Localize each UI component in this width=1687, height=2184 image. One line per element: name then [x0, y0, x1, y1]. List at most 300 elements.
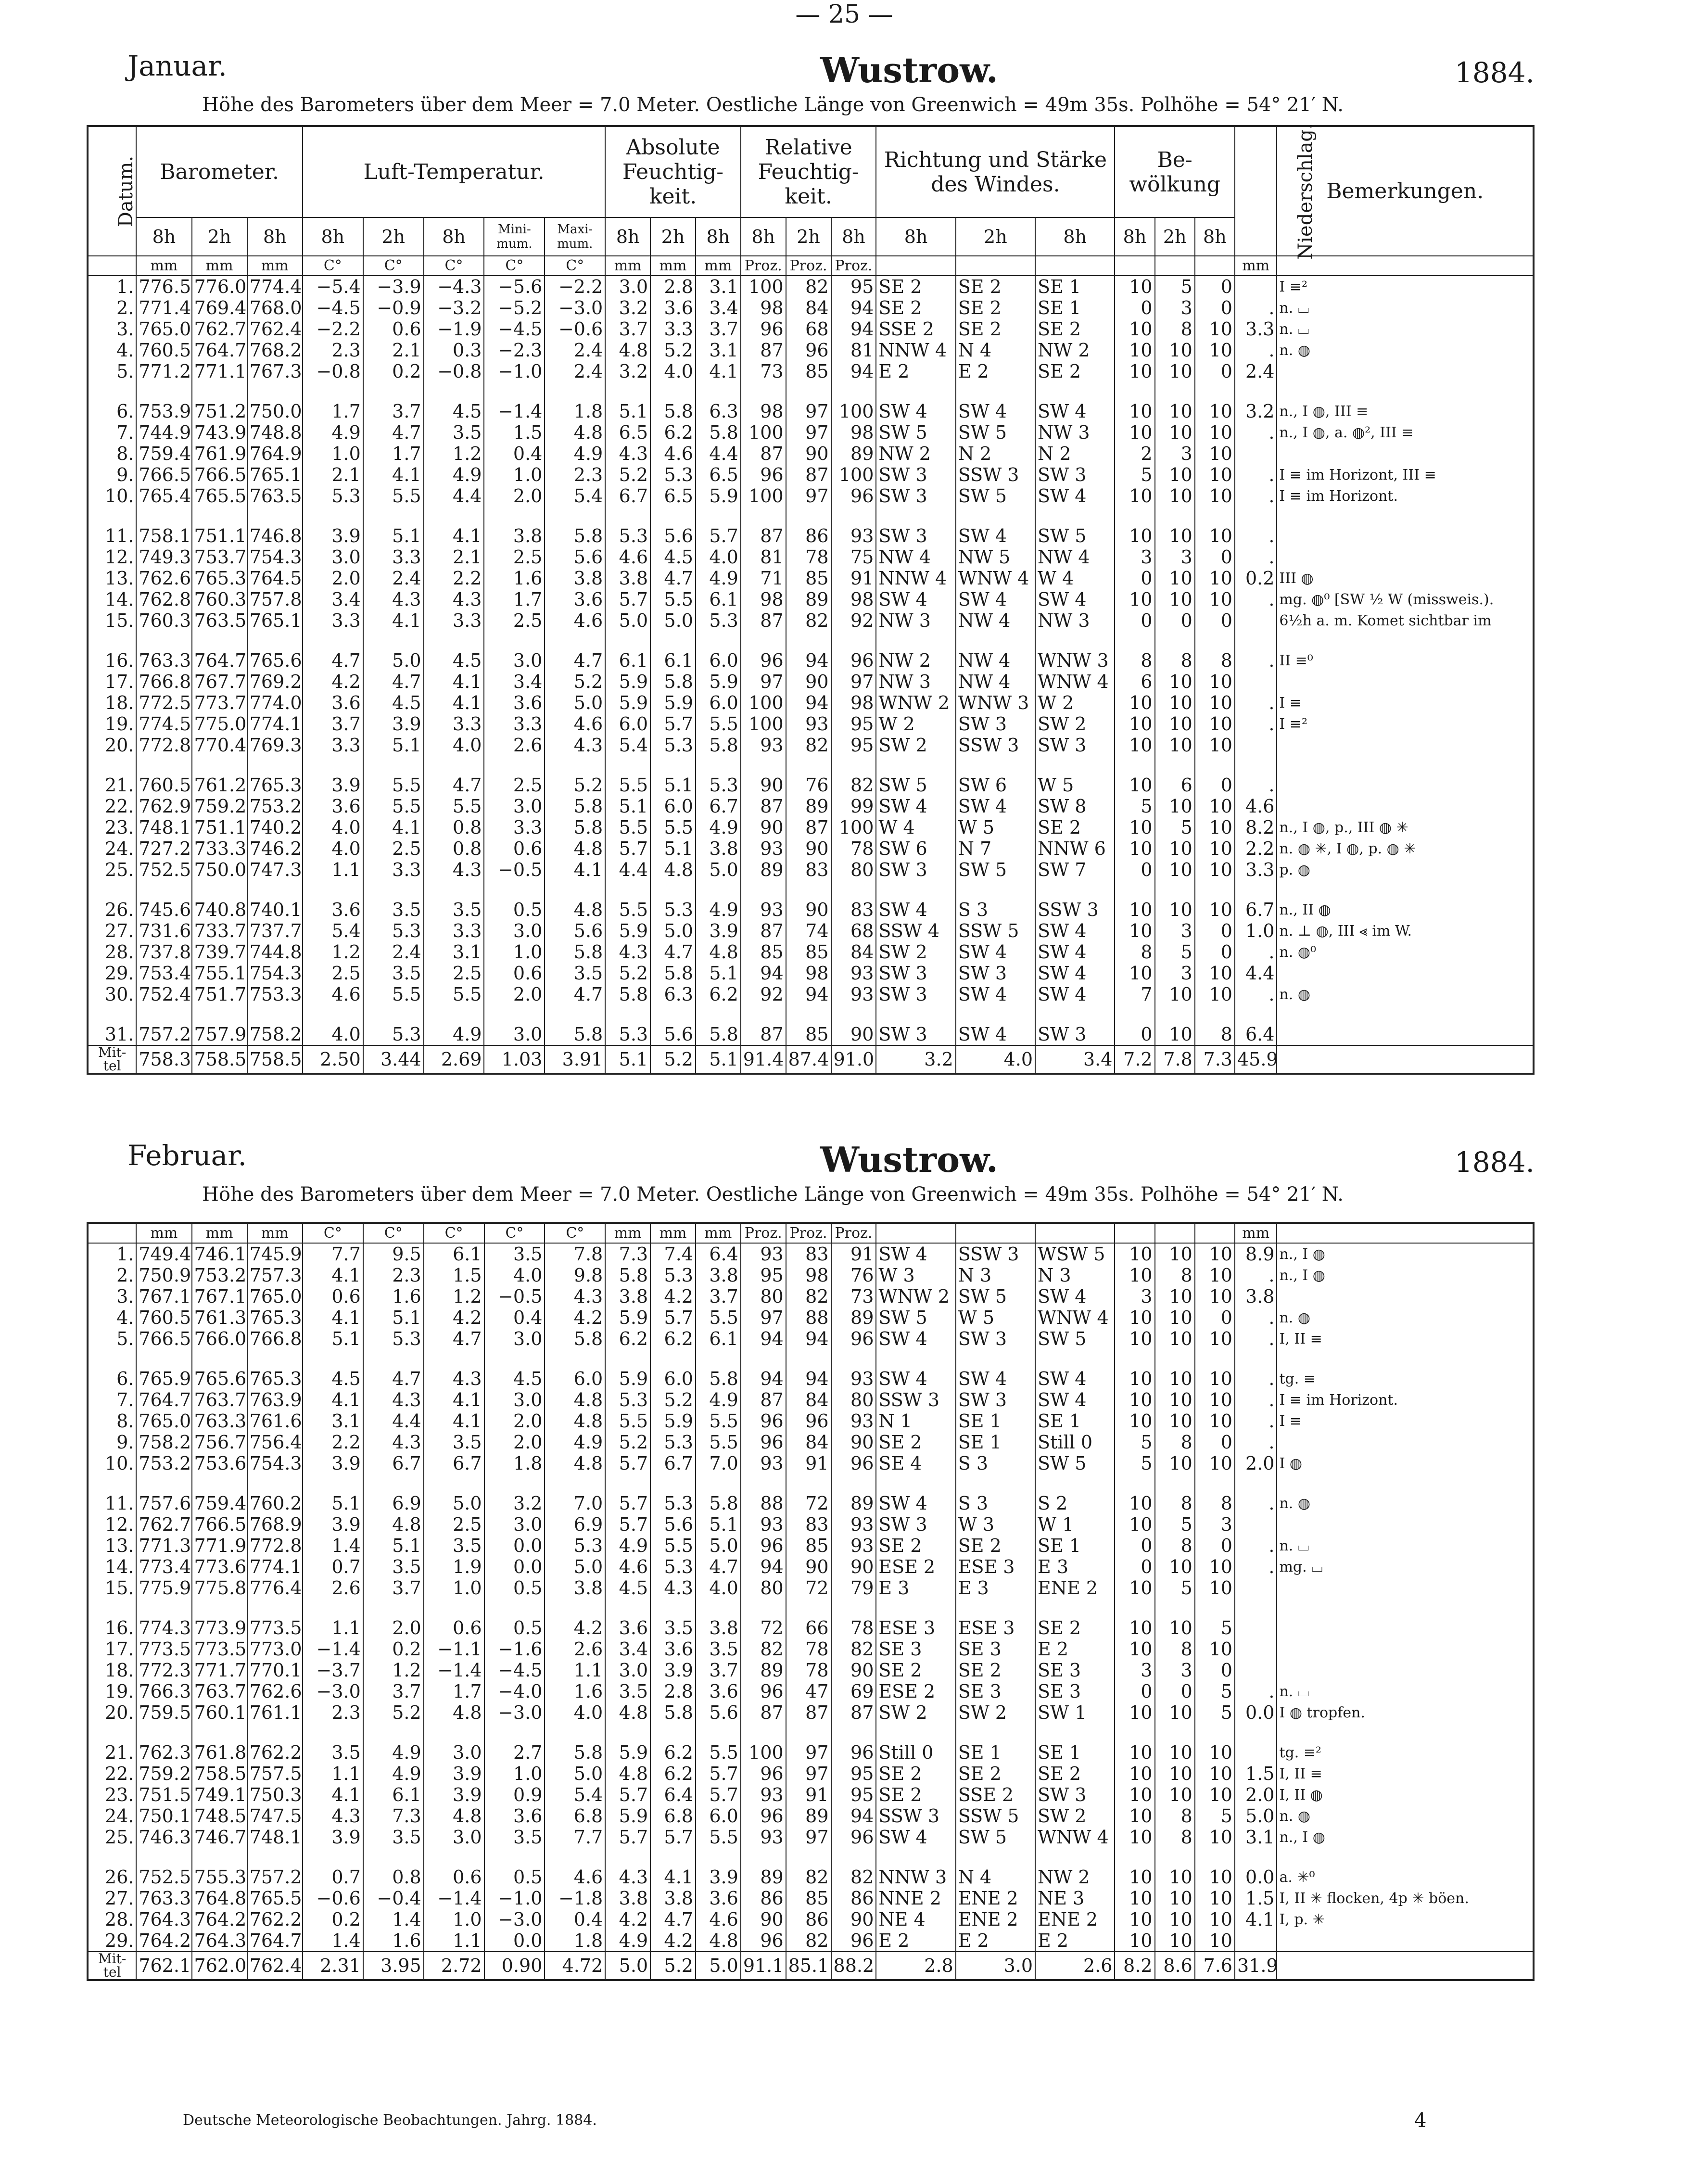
gap-cell — [1115, 1005, 1154, 1024]
cell-abs-humidity-8h: 4.2 — [605, 1909, 650, 1930]
gap-cell — [696, 1474, 741, 1493]
cell-barometer-8h-evening: 765.0 — [247, 1286, 303, 1307]
cell-abs-humidity-8h-evening: 5.1 — [696, 963, 741, 984]
cell-temp-8h-evening: 4.4 — [424, 485, 484, 507]
hour-8h: 8h — [876, 217, 955, 256]
cell-abs-humidity-8h: 5.7 — [605, 1514, 650, 1535]
gap-cell — [484, 631, 545, 650]
gap-cell — [696, 382, 741, 401]
cell-precipitation: . — [1235, 1681, 1277, 1702]
cell-rel-humidity-2h: 47 — [786, 1681, 831, 1702]
gap-cell — [136, 1848, 191, 1867]
cell-abs-humidity-2h: 6.7 — [650, 1453, 696, 1474]
cell-rel-humidity-8h: 98 — [741, 401, 786, 422]
cell-temp-8h-evening: 3.1 — [424, 941, 484, 963]
cell-wind-2h: N 7 — [956, 838, 1035, 859]
cell-abs-humidity-8h-evening: 4.1 — [696, 361, 741, 382]
cell-temp-8h-evening: 4.8 — [424, 1805, 484, 1827]
gap-cell — [605, 1723, 650, 1742]
cell-rel-humidity-2h: 72 — [786, 1493, 831, 1514]
cell-abs-humidity-8h: 5.2 — [605, 963, 650, 984]
cell-rel-humidity-8h: 95 — [741, 1265, 786, 1286]
cell-abs-humidity-2h: 5.5 — [650, 817, 696, 838]
cell-barometer-8h-evening: 757.8 — [247, 589, 303, 610]
cell-barometer-8h-evening: 763.9 — [247, 1389, 303, 1410]
gap-cell — [605, 1599, 650, 1617]
cell-abs-humidity-8h: 4.8 — [605, 1702, 650, 1723]
gap-cell — [786, 1848, 831, 1867]
cell-barometer-2h: 759.4 — [192, 1493, 247, 1514]
cell-rel-humidity-8h-evening: 82 — [831, 1867, 876, 1888]
cell-temp-8h-evening: −1.1 — [424, 1638, 484, 1660]
cell-clouds-2h: 10 — [1155, 1024, 1195, 1045]
cell-wind-8h: W 3 — [876, 1265, 955, 1286]
cell-clouds-8h-evening: 10 — [1195, 984, 1235, 1005]
cell-wind-8h: Still 0 — [876, 1742, 955, 1763]
unit-cell — [88, 1223, 136, 1243]
cell-datum: 4. — [88, 1307, 136, 1328]
cell-abs-humidity-8h: 3.0 — [605, 1660, 650, 1681]
cell-precipitation: 1.0 — [1235, 920, 1277, 941]
unit-cell — [1035, 1223, 1115, 1243]
cell-temp-min: 2.0 — [484, 485, 545, 507]
gap-cell — [363, 382, 424, 401]
cell-rel-humidity-2h: 87 — [786, 464, 831, 485]
cell-abs-humidity-8h: 5.5 — [605, 1410, 650, 1432]
cell-temp-min: 3.3 — [484, 817, 545, 838]
cell-clouds-8h: 5 — [1115, 464, 1154, 485]
cell-abs-humidity-8h: 4.9 — [605, 1930, 650, 1952]
gap-cell — [136, 1005, 191, 1024]
cell-clouds-8h: 0 — [1115, 1535, 1154, 1556]
table-row — [88, 485, 1534, 507]
cell-abs-humidity-8h: 5.5 — [605, 899, 650, 920]
cell-abs-humidity-2h: 3.5 — [650, 1617, 696, 1638]
cell-abs-humidity-8h: 5.8 — [605, 984, 650, 1005]
cell-temp-min: −1.0 — [484, 361, 545, 382]
cell-temp-8h-evening: 3.9 — [424, 1784, 484, 1805]
cell-clouds-2h: 8 — [1155, 1265, 1195, 1286]
cell-temp-min: 4.0 — [484, 1265, 545, 1286]
cell-datum: 28. — [88, 941, 136, 963]
cell-wind-2h: SSW 3 — [956, 1243, 1035, 1265]
cell-clouds-8h-evening: 10 — [1195, 735, 1235, 756]
cell-remarks — [1277, 1930, 1534, 1952]
cell-temp-min: 3.0 — [484, 920, 545, 941]
cell-rel-humidity-2h: 94 — [786, 1368, 831, 1389]
cell-rel-humidity-2h: 89 — [786, 1805, 831, 1827]
gap-cell — [484, 1474, 545, 1493]
cell-datum: 17. — [88, 1638, 136, 1660]
cell-clouds-8h: 10 — [1115, 1243, 1154, 1265]
cell-temp-2h: 4.3 — [363, 1389, 424, 1410]
cell-rel-humidity-8h: 72 — [741, 1617, 786, 1638]
unit-cell — [956, 1223, 1035, 1243]
cell-abs-humidity-2h: 5.7 — [650, 1827, 696, 1848]
cell-wind-8h-evening: SE 2 — [1035, 361, 1115, 382]
gap-cell — [1277, 1723, 1534, 1742]
gap-cell — [1035, 1723, 1115, 1742]
cell-temp-min: 2.5 — [484, 546, 545, 568]
gap-cell — [1115, 1349, 1154, 1368]
section-header — [87, 1135, 1535, 1232]
gap-cell — [363, 1723, 424, 1742]
gap-cell — [1115, 1474, 1154, 1493]
cell-temp-2h: −3.9 — [363, 276, 424, 297]
cell-abs-humidity-2h: 5.6 — [650, 1514, 696, 1535]
cell-wind-8h-evening: SW 4 — [1035, 941, 1115, 963]
cell-rel-humidity-8h: 96 — [741, 650, 786, 671]
cell-datum: 10. — [88, 1453, 136, 1474]
cell-barometer-2h: 773.5 — [192, 1638, 247, 1660]
cell-temp-2h: 5.2 — [363, 1702, 424, 1723]
cell-rel-humidity-8h-evening: 94 — [831, 297, 876, 318]
cell-barometer-8h: 764.2 — [136, 1930, 191, 1952]
gap-cell — [484, 1599, 545, 1617]
cell-clouds-8h: 0 — [1115, 859, 1154, 880]
cell-temp-8h: 4.1 — [303, 1389, 363, 1410]
gap-cell — [786, 880, 831, 899]
cell-clouds-8h: 10 — [1115, 1888, 1154, 1909]
cell-rel-humidity-2h: 86 — [786, 525, 831, 546]
cell-clouds-8h-evening: 10 — [1195, 1930, 1235, 1952]
cell-remarks: n. ◍ — [1277, 1307, 1534, 1328]
cell-temp-max: 4.6 — [545, 610, 605, 631]
cell-temp-min: 3.6 — [484, 692, 545, 713]
cell-wind-2h: S 3 — [956, 1493, 1035, 1514]
gap-cell — [545, 1474, 605, 1493]
cell-precipitation: 1.5 — [1235, 1763, 1277, 1784]
cell-abs-humidity-2h: 5.3 — [650, 464, 696, 485]
cell-temp-8h: 3.9 — [303, 775, 363, 796]
cell-temp-8h: 4.7 — [303, 650, 363, 671]
cell-rel-humidity-8h-evening: 90 — [831, 1909, 876, 1930]
gap-cell — [1115, 631, 1154, 650]
cell-temp-2h: 0.2 — [363, 361, 424, 382]
cell-rel-humidity-8h: 94 — [741, 963, 786, 984]
cell-precipitation: . — [1235, 1556, 1277, 1577]
cell-clouds-8h: 10 — [1115, 1805, 1154, 1827]
gap-cell — [956, 1599, 1035, 1617]
cell-datum: 11. — [88, 1493, 136, 1514]
cell-wind-8h-evening: SE 1 — [1035, 1410, 1115, 1432]
gap-cell — [484, 507, 545, 525]
cell-abs-humidity-2h: 5.0 — [650, 920, 696, 941]
cell-clouds-2h: 10 — [1155, 401, 1195, 422]
gap-cell — [303, 507, 363, 525]
table-row — [88, 568, 1534, 589]
mean-barometer-8h-evening: 758.5 — [247, 1045, 303, 1074]
group-gap — [88, 1848, 1534, 1867]
cell-rel-humidity-2h: 90 — [786, 1556, 831, 1577]
cell-temp-8h-evening: 4.8 — [424, 1702, 484, 1723]
cell-datum: 7. — [88, 1389, 136, 1410]
unit-cell: mm — [696, 1223, 741, 1243]
cell-abs-humidity-8h: 3.8 — [605, 568, 650, 589]
cell-abs-humidity-2h: 6.2 — [650, 422, 696, 443]
cell-temp-2h: 4.1 — [363, 817, 424, 838]
cell-barometer-8h-evening: 769.3 — [247, 735, 303, 756]
gap-cell — [424, 382, 484, 401]
cell-clouds-8h: 10 — [1115, 318, 1154, 340]
cell-rel-humidity-2h: 87 — [786, 1702, 831, 1723]
cell-barometer-2h: 763.3 — [192, 1410, 247, 1432]
cell-wind-2h: SE 2 — [956, 297, 1035, 318]
cell-wind-2h: SSW 3 — [956, 464, 1035, 485]
cell-clouds-2h: 10 — [1155, 1389, 1195, 1410]
cell-wind-8h: SW 4 — [876, 1493, 955, 1514]
cell-abs-humidity-2h: 6.5 — [650, 485, 696, 507]
cell-clouds-2h: 10 — [1155, 1742, 1195, 1763]
cell-rel-humidity-8h-evening: 83 — [831, 899, 876, 920]
cell-clouds-2h: 8 — [1155, 1638, 1195, 1660]
gap-cell — [1155, 1349, 1195, 1368]
cell-wind-8h: N 1 — [876, 1410, 955, 1432]
cell-rel-humidity-8h-evening: 97 — [831, 671, 876, 692]
cell-temp-max: 4.8 — [545, 1410, 605, 1432]
cell-temp-max: 4.2 — [545, 1307, 605, 1328]
cell-wind-8h: SW 5 — [876, 422, 955, 443]
cell-wind-8h: SW 2 — [876, 941, 955, 963]
table-row — [88, 1930, 1534, 1952]
cell-precipitation: 6.7 — [1235, 899, 1277, 920]
cell-temp-2h: 4.5 — [363, 692, 424, 713]
cell-rel-humidity-8h: 87 — [741, 1702, 786, 1723]
cell-precipitation — [1235, 1930, 1277, 1952]
mean-wind-8h: 3.2 — [876, 1045, 955, 1074]
cell-temp-min: −0.5 — [484, 1286, 545, 1307]
cell-barometer-8h-evening: 773.5 — [247, 1617, 303, 1638]
gap-cell — [786, 1599, 831, 1617]
gap-cell — [247, 1723, 303, 1742]
cell-barometer-8h: 772.8 — [136, 735, 191, 756]
cell-remarks — [1277, 1514, 1534, 1535]
cell-temp-max: 5.2 — [545, 775, 605, 796]
cell-temp-max: 6.8 — [545, 1805, 605, 1827]
cell-temp-8h-evening: 0.8 — [424, 817, 484, 838]
cell-abs-humidity-2h: 4.7 — [650, 1909, 696, 1930]
unit-cell: C° — [363, 1223, 424, 1243]
cell-temp-2h: 4.1 — [363, 610, 424, 631]
gap-cell — [247, 1349, 303, 1368]
cell-wind-8h: SW 5 — [876, 775, 955, 796]
cell-wind-8h-evening: SW 3 — [1035, 735, 1115, 756]
cell-remarks: I, II ◍ — [1277, 1784, 1534, 1805]
gap-cell — [786, 507, 831, 525]
cell-remarks: p. ◍ — [1277, 859, 1534, 880]
cell-clouds-8h-evening: 10 — [1195, 1556, 1235, 1577]
cell-temp-8h: 3.9 — [303, 1453, 363, 1474]
cell-clouds-2h: 10 — [1155, 838, 1195, 859]
gap-cell — [424, 1349, 484, 1368]
cell-rel-humidity-8h-evening: 82 — [831, 775, 876, 796]
cell-temp-2h: 4.9 — [363, 1742, 424, 1763]
table-row — [88, 1265, 1534, 1286]
cell-wind-2h: ENE 2 — [956, 1909, 1035, 1930]
table-row — [88, 340, 1534, 361]
unit-cell — [1035, 256, 1115, 276]
cell-clouds-8h-evening: 10 — [1195, 1328, 1235, 1349]
cell-datum: 19. — [88, 1681, 136, 1702]
cell-abs-humidity-2h: 4.1 — [650, 1867, 696, 1888]
cell-rel-humidity-2h: 82 — [786, 735, 831, 756]
cell-remarks: n. ◍⁰ — [1277, 941, 1534, 963]
cell-rel-humidity-8h-evening: 90 — [831, 1660, 876, 1681]
cell-precipitation: 2.4 — [1235, 361, 1277, 382]
cell-clouds-8h-evening: 10 — [1195, 1763, 1235, 1784]
cell-datum: 5. — [88, 361, 136, 382]
cell-wind-8h: SW 2 — [876, 735, 955, 756]
cell-temp-max: 5.8 — [545, 817, 605, 838]
cell-abs-humidity-8h: 3.7 — [605, 318, 650, 340]
cell-temp-8h: 2.3 — [303, 340, 363, 361]
gap-cell — [956, 1723, 1035, 1742]
cell-temp-8h-evening: 3.5 — [424, 899, 484, 920]
cell-temp-2h: 2.5 — [363, 838, 424, 859]
cell-clouds-2h: 10 — [1155, 464, 1195, 485]
gap-cell — [1155, 382, 1195, 401]
table-row — [88, 1702, 1534, 1723]
cell-barometer-8h-evening: 765.3 — [247, 1307, 303, 1328]
gap-cell — [192, 1723, 247, 1742]
cell-clouds-8h: 0 — [1115, 297, 1154, 318]
gap-cell — [303, 1848, 363, 1867]
cell-rel-humidity-8h: 88 — [741, 1493, 786, 1514]
gap-cell — [741, 507, 786, 525]
unit-cell — [1277, 1223, 1534, 1243]
gap-cell — [1195, 507, 1235, 525]
cell-rel-humidity-8h-evening: 95 — [831, 1784, 876, 1805]
cell-wind-8h: SE 4 — [876, 1453, 955, 1474]
cell-rel-humidity-8h-evening: 95 — [831, 735, 876, 756]
table-row — [88, 920, 1534, 941]
cell-rel-humidity-2h: 91 — [786, 1784, 831, 1805]
cell-wind-8h-evening: SW 5 — [1035, 1328, 1115, 1349]
cell-precipitation: . — [1235, 692, 1277, 713]
cell-remarks: n. ◍ — [1277, 1493, 1534, 1514]
cell-barometer-8h: 775.9 — [136, 1577, 191, 1599]
cell-temp-2h: 1.2 — [363, 1660, 424, 1681]
cell-barometer-8h: 751.5 — [136, 1784, 191, 1805]
cell-clouds-8h: 10 — [1115, 422, 1154, 443]
cell-wind-8h-evening: S 2 — [1035, 1493, 1115, 1514]
group-gap — [88, 880, 1534, 899]
cell-temp-max: 5.8 — [545, 1742, 605, 1763]
cell-temp-8h: 0.7 — [303, 1867, 363, 1888]
cell-remarks: I ≡² — [1277, 713, 1534, 735]
cell-rel-humidity-8h-evening: 90 — [831, 1556, 876, 1577]
cell-abs-humidity-8h: 5.9 — [605, 1742, 650, 1763]
cell-abs-humidity-8h-evening: 5.8 — [696, 1024, 741, 1045]
cell-rel-humidity-8h-evening: 96 — [831, 1827, 876, 1848]
cell-datum: 26. — [88, 1867, 136, 1888]
gap-cell — [545, 880, 605, 899]
cell-temp-8h-evening: 4.5 — [424, 401, 484, 422]
cell-wind-8h: W 2 — [876, 713, 955, 735]
gap-cell — [88, 756, 136, 775]
cell-temp-8h-evening: 3.0 — [424, 1742, 484, 1763]
cell-rel-humidity-8h: 71 — [741, 568, 786, 589]
cell-rel-humidity-8h-evening: 93 — [831, 963, 876, 984]
cell-datum: 21. — [88, 1742, 136, 1763]
gap-cell — [956, 631, 1035, 650]
gap-cell — [741, 382, 786, 401]
cell-precipitation: 2.0 — [1235, 1784, 1277, 1805]
table-row — [88, 796, 1534, 817]
cell-datum: 3. — [88, 318, 136, 340]
cell-rel-humidity-8h: 96 — [741, 1930, 786, 1952]
cell-abs-humidity-8h: 4.6 — [605, 1556, 650, 1577]
footer-publication: Deutsche Meteorologische Beobachtungen. Jahrg. 1884. — [183, 2112, 597, 2129]
cell-temp-8h-evening: 4.3 — [424, 1368, 484, 1389]
cell-temp-max: −0.6 — [545, 318, 605, 340]
gap-cell — [545, 1848, 605, 1867]
cell-abs-humidity-8h-evening: 3.6 — [696, 1681, 741, 1702]
cell-temp-8h-evening: 4.2 — [424, 1307, 484, 1328]
unit-cell: mm — [1235, 1223, 1277, 1243]
cell-rel-humidity-8h-evening: 100 — [831, 817, 876, 838]
cell-clouds-2h: 3 — [1155, 963, 1195, 984]
gap-cell — [741, 1474, 786, 1493]
cell-temp-8h-evening: 2.5 — [424, 1514, 484, 1535]
cell-temp-2h: 3.5 — [363, 963, 424, 984]
cell-barometer-2h: 761.9 — [192, 443, 247, 464]
gap-cell — [545, 507, 605, 525]
cell-wind-8h: E 2 — [876, 361, 955, 382]
cell-barometer-8h-evening: 772.8 — [247, 1535, 303, 1556]
cell-clouds-8h-evening: 10 — [1195, 671, 1235, 692]
cell-temp-2h: 9.5 — [363, 1243, 424, 1265]
cell-rel-humidity-8h-evening: 76 — [831, 1265, 876, 1286]
cell-datum: 27. — [88, 1888, 136, 1909]
table-row — [88, 1432, 1534, 1453]
table-row — [88, 1660, 1534, 1681]
unit-cell: Proz. — [786, 256, 831, 276]
header-bewolkung: Be- wölkung — [1115, 126, 1235, 217]
unit-cell: C° — [545, 256, 605, 276]
cell-temp-2h: 2.4 — [363, 568, 424, 589]
cell-rel-humidity-8h-evening: 98 — [831, 422, 876, 443]
cell-clouds-8h: 10 — [1115, 1763, 1154, 1784]
cell-barometer-2h: 764.7 — [192, 650, 247, 671]
cell-temp-8h: 3.0 — [303, 546, 363, 568]
cell-temp-2h: 4.8 — [363, 1514, 424, 1535]
cell-rel-humidity-2h: 94 — [786, 1328, 831, 1349]
cell-abs-humidity-8h-evening: 3.5 — [696, 1638, 741, 1660]
unit-cell: Proz. — [741, 256, 786, 276]
cell-barometer-2h: 761.2 — [192, 775, 247, 796]
cell-clouds-2h: 10 — [1155, 1328, 1195, 1349]
cell-datum: 3. — [88, 1286, 136, 1307]
gap-cell — [876, 756, 955, 775]
cell-wind-8h-evening: SSW 3 — [1035, 899, 1115, 920]
cell-temp-min: 3.0 — [484, 650, 545, 671]
mean-temp-8h: 2.50 — [303, 1045, 363, 1074]
cell-datum: 13. — [88, 568, 136, 589]
table-row — [88, 817, 1534, 838]
cell-abs-humidity-2h: 5.7 — [650, 713, 696, 735]
cell-clouds-2h: 10 — [1155, 1784, 1195, 1805]
cell-abs-humidity-2h: 6.0 — [650, 796, 696, 817]
cell-temp-min: −1.4 — [484, 401, 545, 422]
cell-abs-humidity-8h: 5.2 — [605, 464, 650, 485]
cell-rel-humidity-8h: 94 — [741, 1328, 786, 1349]
gap-cell — [650, 1848, 696, 1867]
cell-temp-8h: 4.1 — [303, 1307, 363, 1328]
gap-cell — [424, 880, 484, 899]
cell-rel-humidity-8h-evening: 93 — [831, 525, 876, 546]
cell-temp-max: 5.8 — [545, 796, 605, 817]
